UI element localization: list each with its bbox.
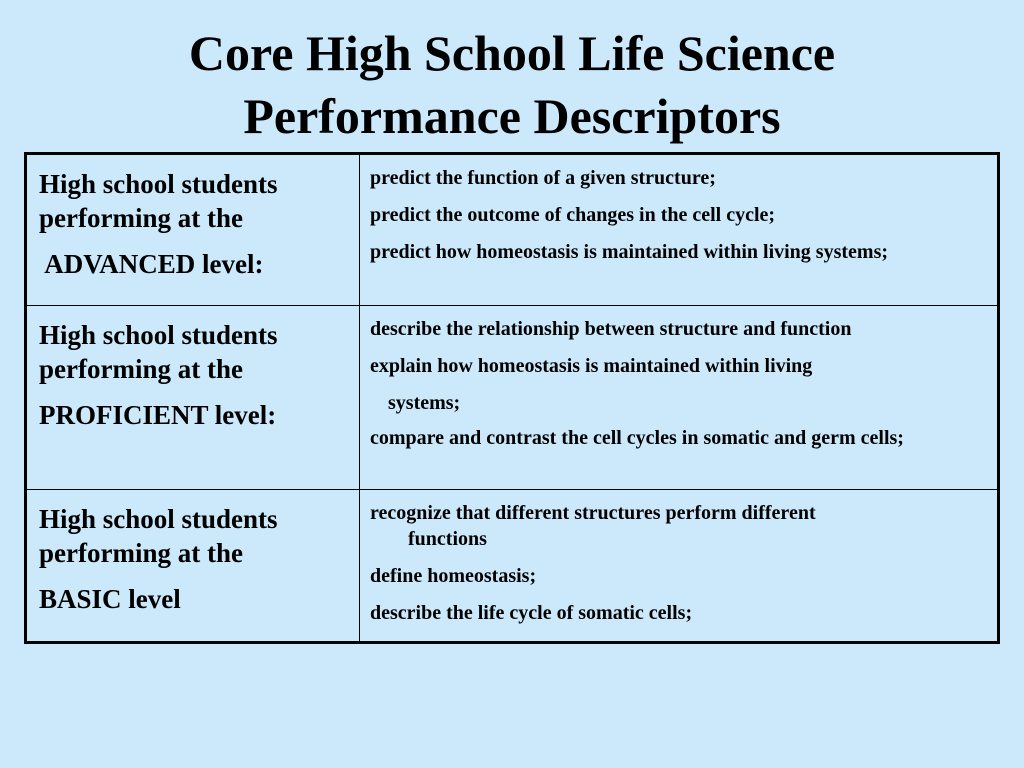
slide-title-line-1: Core High School Life Science [188,25,836,81]
descriptor-cell-basic [360,489,999,642]
slide-title [0,22,1024,148]
level-cell-proficient [26,306,360,489]
descriptor-list-proficient [370,316,993,451]
table-row-basic [26,489,999,642]
table-row-proficient [26,306,999,489]
table-row-advanced [26,154,999,306]
level-name-advanced: ADVANCED level: [39,249,264,279]
descriptor-item: systems; [388,392,461,415]
descriptor-cell-advanced [360,154,999,306]
level-text-line-1: High school students [39,320,278,351]
performance-descriptor-table [24,152,1000,644]
descriptor-cell-proficient [360,306,999,489]
level-text-line-2: performing at the [39,354,243,385]
level-cell-basic [26,489,360,642]
slide-title-line-2: Performance Descriptors [243,88,781,144]
descriptor-item: describe the life cycle of somatic cells; [370,601,693,624]
level-cell-advanced [26,154,360,306]
descriptor-item: predict how homeostasis is maintained within living systems; [370,241,889,263]
descriptor-list-advanced [370,165,993,265]
level-text-line-1: High school students [39,169,278,199]
descriptor-item: compare and contrast the cell cycles in somatic and germ cells; [370,427,904,450]
level-name-basic: BASIC level [39,583,181,614]
descriptor-item: predict the outcome of changes in the cell cycle; [370,204,776,226]
descriptor-item: define homeostasis; [370,564,537,587]
descriptor-item: explain how homeostasis is maintained within living [370,355,813,378]
descriptor-item: predict the function of a given structure; [370,167,716,189]
descriptor-list-basic [370,500,993,626]
level-text-line-1: High school students [39,503,278,534]
descriptor-item: describe the relationship between structure and function [370,318,852,341]
level-text-line-2: performing at the [39,203,243,233]
descriptor-text: recognize that different structures perform different functions [370,501,816,550]
descriptor-item [370,500,993,552]
level-text-line-2: performing at the [39,537,243,568]
level-name-proficient: PROFICIENT level: [39,400,277,431]
